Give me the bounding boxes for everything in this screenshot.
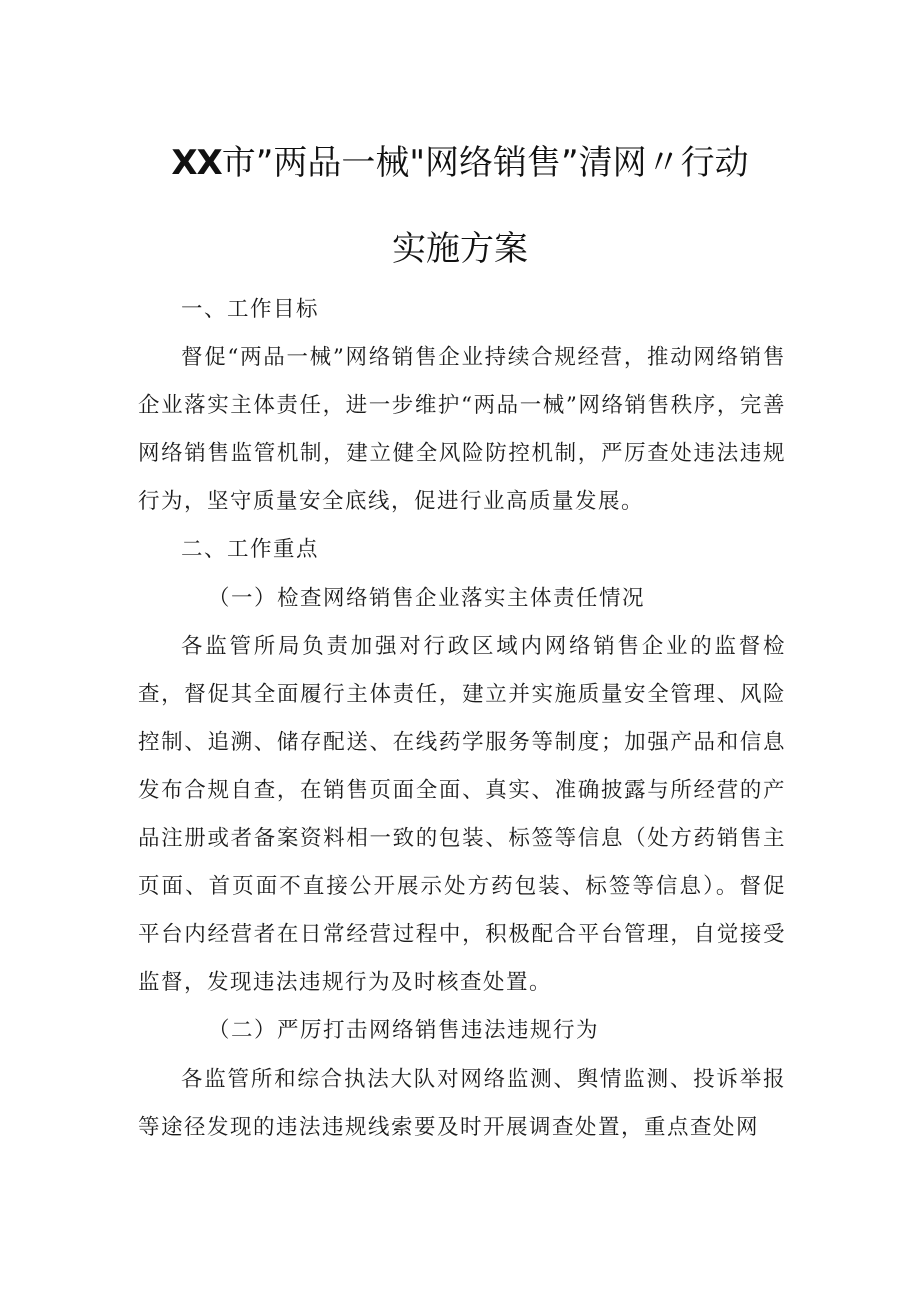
paragraph-check-responsibility: 各监管所局负责加强对行政区域内网络销售企业的监督检查，督促其全面履行主体责任，建立并实施质量安全管理、风险控制、追溯、储存配送、在线药学服务等制度；加强产品和信息发布合规自查，在销售页面全面、真实、准确披露与所经营的产品注册或者备案资料相一致的包装、标签等信息（处方药销售主页面、首页面不直接公开展示处方药包装、标签等信息）。督促平台内经营者在日常经营过程中，积极配合平台管理，自觉接受监督，发现违法违规行为及时核查处置。 [138, 633, 786, 996]
section-heading-goals: 一、工作目标 [181, 297, 320, 322]
document-body [138, 286, 786, 1152]
document-title-line2: 实施方案 [392, 229, 528, 269]
subheading-check-responsibility: （一）检查网络销售企业落实主体责任情况 [208, 585, 646, 611]
section-heading-focus: 二、工作重点 [181, 537, 320, 563]
paragraph-goals: 督促“两品一械”网络销售企业持续合规经营，推动网络销售企业落实主体责任，进一步维护“两品一械”网络销售秩序，完善网络销售监管机制，建立健全风险防控机制，严厉查处违法违规行为，坚守质量安全底线，促进行业高质量发展。 [138, 345, 786, 515]
paragraph-crackdown: 各监管所和综合执法大队对网络监测、舆情监测、投诉举报等途径发现的违法违规线索要及时开展调查处置，重点查处网 [138, 1066, 786, 1140]
document-title-line1 [0, 143, 920, 183]
title-main-text: 市”两品一械"网络销售”清网〃行动 [221, 143, 749, 183]
subheading-crackdown: （二）严厉打击网络销售违法违规行为 [208, 1018, 600, 1044]
title-city-placeholder: XX [171, 143, 222, 183]
